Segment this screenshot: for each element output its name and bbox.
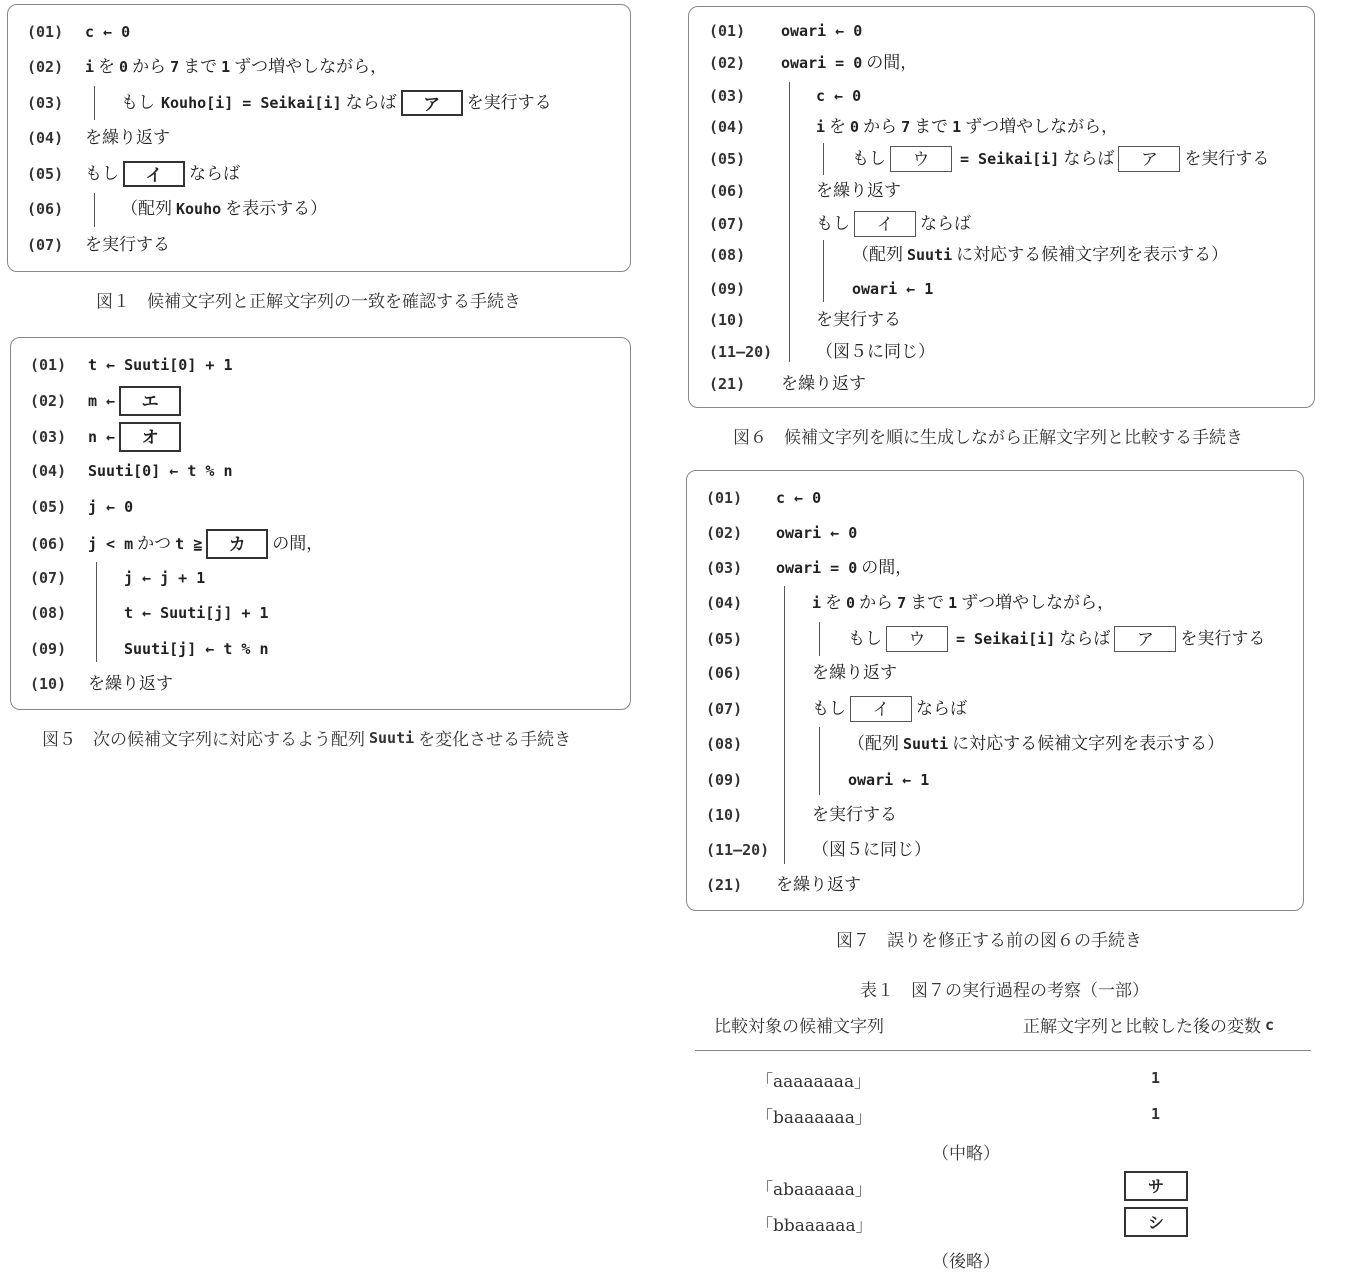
- fig7-line-11-20: (11–20) （図５に同じ）: [706, 840, 931, 860]
- fig7-line-09: (09) owari ← 1: [706, 771, 930, 789]
- fig5-line-04: (04) Suuti[0] ← t % n: [30, 462, 233, 480]
- fig6-line-06: (06) を繰り返す: [709, 181, 901, 201]
- blank-u: ウ: [886, 626, 948, 652]
- fig5-line-05: (05) j ← 0: [30, 498, 134, 516]
- blank-a: ア: [401, 90, 463, 116]
- table-cell-value: 1: [1151, 1069, 1161, 1087]
- fig5-line-03: (03) n ← オ: [30, 422, 185, 452]
- fig7-line-07: (07) もし イ ならば: [706, 696, 967, 722]
- fig7-line-21: (21) を繰り返す: [706, 875, 861, 895]
- table-ellipsis: （中略）: [932, 1144, 1000, 1164]
- table-row: 「bbaaaaaa」: [756, 1216, 873, 1236]
- figure-6-caption: 図６ 候補文字列を順に生成しながら正解文字列と比較する手続き: [733, 428, 1243, 448]
- table-header-right: 正解文字列と比較した後の変数 c: [1023, 1015, 1275, 1037]
- fig1-line-02: (02) i を 0 から 7 まで 1 ずつ増やしながら，: [27, 57, 388, 77]
- fig7-line-01: (01) c ← 0: [706, 489, 822, 507]
- fig7-line-06: (06) を繰り返す: [706, 663, 897, 683]
- fig1-line-05: (05) もし イ ならば: [27, 161, 240, 187]
- fig6-line-05: (05) もし ウ = Seikai[i] ならば ア を実行する: [709, 146, 1269, 172]
- fig1-line-03: (03) もし Kouho[i] = Seikai[i] ならば ア を実行する: [27, 90, 552, 116]
- fig6-line-08: (08) （配列 Suuti に対応する候補文字列を表示する）: [709, 245, 1229, 265]
- fig5-line-06: (06) j < m かつ t ≧ カ の間，: [30, 529, 323, 559]
- fig6-line-11-20: (11–20) （図５に同じ）: [709, 342, 935, 362]
- blank-o: オ: [119, 422, 181, 452]
- table-1-caption: 表１ 図７の実行過程の考察（一部）: [860, 981, 1149, 1001]
- fig6-line-01: (01) owari ← 0: [709, 22, 863, 40]
- fig5-line-01: (01) t ← Suuti[0] + 1: [30, 356, 233, 374]
- fig5-line-09: (09) Suuti[j] ← t % n: [30, 640, 269, 658]
- fig5-line-08: (08) t ← Suuti[j] + 1: [30, 604, 269, 622]
- blank-ka: カ: [206, 529, 268, 559]
- table-header-rule: [695, 1050, 1311, 1051]
- table-cell-value: 1: [1151, 1105, 1161, 1123]
- table-row: 「abaaaaaa」: [756, 1180, 872, 1200]
- table-row: 「baaaaaaa」: [756, 1108, 872, 1128]
- fig6-line-07: (07) もし イ ならば: [709, 211, 971, 237]
- fig5-line-02: (02) m ← エ: [30, 386, 185, 416]
- fig5-line-07: (07) j ← j + 1: [30, 569, 206, 587]
- fig6-line-02: (02) owari = 0 の間，: [709, 53, 918, 73]
- blank-a: ア: [1118, 146, 1180, 172]
- fig6-line-21: (21) を繰り返す: [709, 374, 866, 394]
- blank-sa: サ: [1124, 1171, 1188, 1201]
- table-row: 「aaaaaaaa」: [756, 1072, 872, 1092]
- fig1-line-01: (01) c ← 0: [27, 23, 131, 41]
- fig6-line-09: (09) owari ← 1: [709, 280, 934, 298]
- fig7-line-02: (02) owari ← 0: [706, 524, 858, 542]
- table-header-left: 比較対象の候補文字列: [714, 1017, 884, 1037]
- figure-7-caption: 図７ 誤りを修正する前の図６の手続き: [836, 931, 1142, 951]
- fig7-line-05: (05) もし ウ = Seikai[i] ならば ア を実行する: [706, 626, 1265, 652]
- fig6-line-04: (04) i を 0 から 7 まで 1 ずつ増やしながら，: [709, 117, 1119, 137]
- fig7-line-03: (03) owari = 0 の間，: [706, 558, 913, 578]
- blank-i: イ: [854, 211, 916, 237]
- fig7-line-08: (08) （配列 Suuti に対応する候補文字列を表示する）: [706, 734, 1225, 754]
- blank-u: ウ: [890, 146, 952, 172]
- fig6-line-10: (10) を実行する: [709, 310, 901, 330]
- blank-shi: シ: [1124, 1207, 1188, 1237]
- fig1-line-07: (07) を実行する: [27, 235, 170, 255]
- figure-5-caption: 図５ 次の候補文字列に対応するよう配列 Suuti を変化させる手続き: [42, 728, 572, 750]
- fig7-line-04: (04) i を 0 から 7 まで 1 ずつ増やしながら，: [706, 593, 1115, 613]
- figure-1-caption: 図１ 候補文字列と正解文字列の一致を確認する手続き: [96, 292, 521, 312]
- blank-e: エ: [119, 386, 181, 416]
- blank-i: イ: [850, 696, 912, 722]
- blank-i: イ: [123, 161, 185, 187]
- fig5-line-10: (10) を繰り返す: [30, 674, 173, 694]
- fig7-line-10: (10) を実行する: [706, 805, 897, 825]
- fig1-line-04: (04) を繰り返す: [27, 128, 170, 148]
- fig6-line-03: (03) c ← 0: [709, 87, 862, 105]
- table-ellipsis: （後略）: [932, 1252, 1000, 1272]
- blank-a: ア: [1114, 626, 1176, 652]
- fig1-line-06: (06) （配列 Kouho を表示する）: [27, 199, 328, 219]
